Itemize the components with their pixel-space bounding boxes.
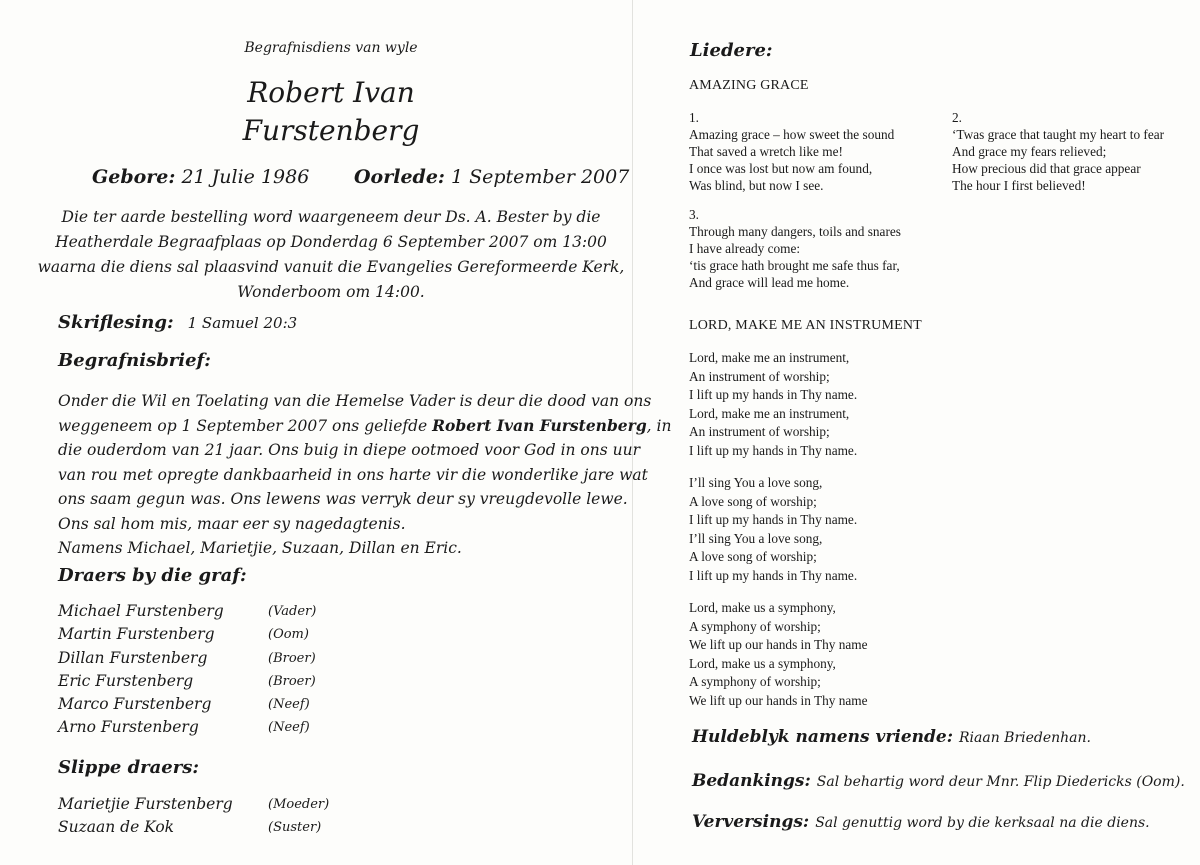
stanza-line: A love song of worship; [689, 493, 817, 509]
deceased-name-line1: Robert Ivan [247, 76, 415, 109]
song2-title: LORD, MAKE ME AN INSTRUMENT [689, 318, 922, 333]
bearer-name: Dillan Furstenberg [58, 648, 208, 667]
stanza-line: I’ll sing You a love song, [689, 530, 823, 546]
scripture-reading [58, 312, 297, 333]
stanza-line: I lift up my hands in Thy name. [689, 442, 858, 458]
stanza-line: I lift up my hands in Thy name. [689, 567, 858, 583]
tribute-line [692, 727, 1091, 747]
verse-line: That saved a wretch like me! [689, 144, 843, 159]
stanza-line: An instrument of worship; [689, 368, 830, 384]
letter-line: weggeneem op 1 September 2007 ons geliefde Robert Ivan Furstenberg, in [58, 415, 672, 435]
cord-relation: (Moeder) [268, 797, 330, 812]
song2-stanza2 [689, 474, 857, 586]
stanza-line: Lord, make me an instrument, [689, 405, 850, 421]
refreshments-label: Verversings: [692, 812, 810, 832]
refreshments-value: Sal genuttig word by die kerksaal na die diens. [815, 815, 1150, 831]
bearer-name: Marco Furstenberg [58, 695, 212, 714]
notice-line: Heatherdale Begraafplaas op Donderdag 6 September 2007 om 13:00 [55, 233, 607, 251]
stanza-line: We lift up our hands in Thy name [689, 692, 868, 708]
verse-line: I once was lost but now am found, [689, 161, 873, 176]
letter-line: die ouderdom van 21 jaar. Ons buig in diepe ootmoed voor God in ons uur [58, 441, 641, 459]
stanza-line: A love song of worship; [689, 549, 817, 565]
stanza-line: Lord, make us a symphony, [689, 600, 836, 615]
tribute-value: Riaan Briedenhan. [958, 730, 1091, 746]
deceased-name-bold: Robert Ivan Furstenberg [432, 415, 647, 435]
cord-relation: (Suster) [268, 820, 322, 836]
refreshments-line [692, 812, 1150, 832]
letter-line: Onder die Wil en Toelating van die Hemelse Vader is deur die dood van ons [58, 392, 652, 410]
notice-line: Wonderboom om 14:00. [237, 283, 425, 301]
songs-heading: Liedere: [690, 40, 773, 61]
verse-line: Was blind, but now I see. [689, 178, 824, 193]
died-date [354, 166, 629, 188]
burial-notice [0, 205, 662, 305]
verse-number: 2. [952, 110, 962, 125]
verse-number: 3. [689, 207, 699, 222]
verse-line: ‘Twas grace that taught my heart to fear [952, 127, 1165, 142]
letter-line: Namens Michael, Marietjie, Suzaan, Dillan en Eric. [58, 539, 462, 557]
stanza-line: A symphony of worship; [689, 674, 821, 690]
stanza-line: A symphony of worship; [689, 618, 821, 634]
verse-line: Through many dangers, toils and snares [689, 224, 901, 239]
stanza-line: An instrument of worship; [689, 424, 830, 440]
deceased-name-line2: Furstenberg [242, 114, 420, 147]
verse-number: 1. [689, 110, 699, 125]
died-label: Oorlede: [354, 166, 445, 188]
born-label: Gebore: [92, 166, 176, 188]
letter-line: ons saam gegun was. Ons lewens was verryk deur sy vreugdevolle lewe. [58, 490, 628, 508]
stanza-line: Lord, make us a symphony, [689, 655, 836, 671]
thanks-line [692, 771, 1185, 791]
letter-line: van rou met opregte dankbaarheid in ons harte vir die wonderlike jare wat [58, 465, 648, 484]
thanks-value: Sal behartig word deur Mnr. Flip Diedericks (Oom). [816, 774, 1185, 790]
notice-line: waarna die diens sal plaasvind vanuit die Evangelies Gereformeerde Kerk, [37, 258, 625, 276]
thanks-label: Bedankings: [692, 771, 811, 791]
born-date [92, 166, 309, 188]
bearer-relation: (Broer) [268, 673, 316, 689]
bearer-name: Martin Furstenberg [58, 625, 215, 644]
verse-line: Amazing grace – how sweet the sound [689, 127, 895, 142]
bearer-name: Michael Furstenberg [58, 602, 224, 620]
song1-verse3 [689, 206, 901, 291]
letter-heading: Begrafnisbrief: [58, 350, 211, 371]
verse-line: And grace will lead me home. [689, 275, 850, 290]
service-kicker: Begrafnisdiens van wyle [244, 40, 418, 56]
stanza-line: I lift up my hands in Thy name. [689, 387, 858, 403]
song1-verse2 [952, 109, 1164, 194]
song2-stanza1 [689, 349, 857, 461]
bearer-relation: (Broer) [268, 650, 316, 666]
funeral-letter [58, 389, 671, 561]
song1-verse1 [689, 109, 894, 194]
cord-name: Suzaan de Kok [58, 818, 175, 837]
born-value: 21 Julie 1986 [181, 166, 310, 188]
bearer-relation: (Vader) [268, 604, 317, 619]
notice-line: Die ter aarde bestelling word waargeneem deur Ds. A. Bester by die [61, 208, 601, 226]
letter-line: Ons sal hom mis, maar eer sy nagedagtenis. [58, 514, 406, 533]
song2-stanza3 [689, 599, 868, 711]
stanza-line: Lord, make me an instrument, [689, 350, 850, 365]
verse-line: And grace my fears relieved; [952, 144, 1107, 159]
verse-line: ‘tis grace hath brought me safe thus far, [689, 258, 900, 273]
bearer-name: Arno Furstenberg [58, 718, 199, 737]
scripture-value: 1 Samuel 20:3 [187, 314, 298, 332]
song1-title: AMAZING GRACE [689, 78, 809, 93]
verse-line: The hour I first believed! [952, 178, 1086, 193]
scripture-label: Skriflesing: [58, 312, 174, 333]
bearer-name: Eric Furstenberg [58, 671, 194, 690]
bearer-relation: (Oom) [268, 627, 309, 643]
verse-line: I have already come: [689, 241, 801, 256]
cord-name: Marietjie Furstenberg [58, 795, 233, 813]
stanza-line: I lift up my hands in Thy name. [689, 512, 858, 528]
cords-heading: Slippe draers: [58, 757, 200, 778]
bearer-relation: (Neef) [268, 720, 310, 736]
verse-line: How precious did that grace appear [952, 161, 1141, 176]
bearers-heading: Draers by die graf: [58, 565, 247, 586]
bearer-relation: (Neef) [268, 697, 310, 713]
stanza-line: I’ll sing You a love song, [689, 475, 823, 490]
right-page [640, 0, 1200, 865]
died-value: 1 September 2007 [450, 166, 630, 188]
tribute-label: Huldeblyk namens vriende: [692, 727, 953, 747]
stanza-line: We lift up our hands in Thy name [689, 637, 868, 653]
